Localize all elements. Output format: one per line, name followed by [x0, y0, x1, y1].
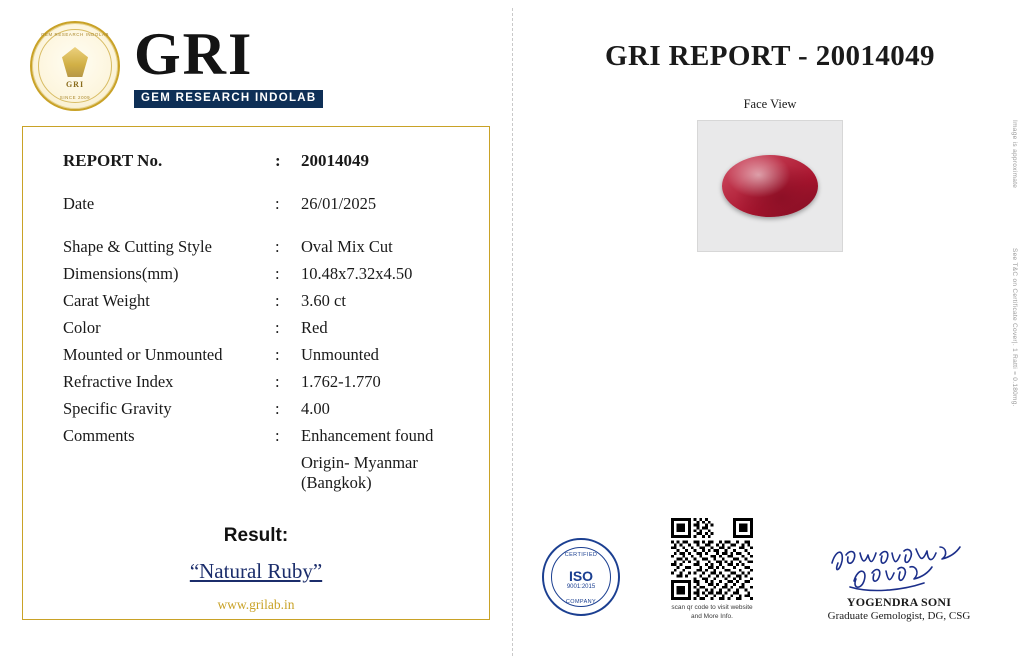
terms-note: See T&C on Certificate Cover|. 1 Ratti = 0.180mg. [1011, 248, 1018, 407]
field-label: Specific Gravity [63, 399, 172, 418]
report-fields-table [63, 151, 461, 495]
date-value: 26/01/2025 [301, 194, 377, 213]
colon-separator: : [275, 291, 280, 310]
iso-standard-number: 9001:2015 [566, 584, 596, 590]
colon-separator: : [275, 399, 280, 418]
field-label: Comments [63, 426, 135, 445]
comments-line-2: Origin- Myanmar (Bangkok) [301, 453, 418, 492]
qr-block[interactable] [671, 518, 753, 622]
table-row [63, 264, 461, 291]
iso-top-text: CERTIFIED [564, 552, 598, 558]
iso-bottom-text: COMPANY [565, 599, 597, 605]
field-label: Mounted or Unmounted [63, 345, 223, 364]
field-value: Oval Mix Cut [301, 237, 393, 256]
brand-header [22, 18, 490, 114]
field-label: Color [63, 318, 101, 337]
qr-code-icon[interactable] [671, 518, 753, 600]
table-row [63, 372, 461, 399]
page-title: GRI REPORT - 20014049 [605, 40, 935, 72]
result-section [23, 525, 489, 584]
certificate-footer [542, 518, 994, 622]
gem-photo [722, 155, 818, 217]
qr-caption [671, 604, 753, 622]
website-link[interactable]: www.grilab.in [217, 597, 295, 612]
signer-title: Graduate Gemologist, DG, CSG [827, 610, 971, 622]
colon-separator: : [275, 237, 280, 256]
gem-photo-frame [697, 120, 843, 252]
iso-certified-badge-icon [542, 538, 620, 616]
report-no-value: 20014049 [301, 151, 369, 170]
date-label: Date [63, 194, 95, 213]
colon-separator: : [275, 426, 280, 445]
brand-title: GRI [134, 21, 254, 88]
result-label: Result: [223, 525, 289, 546]
colon-separator: : [275, 318, 280, 337]
gri-seal-icon [30, 21, 120, 111]
qr-caption-line-2: and More Info. [691, 613, 733, 621]
colon-separator: : [275, 372, 280, 391]
image-disclaimer-note: Image is approximate [1011, 120, 1018, 189]
field-value: 10.48x7.32x4.50 [301, 264, 413, 283]
table-row [63, 318, 461, 345]
table-row [63, 194, 461, 237]
table-row [63, 453, 461, 495]
table-row [63, 345, 461, 372]
iso-main-text: ISO [568, 568, 594, 584]
table-row [63, 291, 461, 318]
report-details-panel [22, 126, 490, 620]
colon-separator: : [275, 264, 280, 283]
table-row [63, 426, 461, 453]
brand-subtitle: GEM RESEARCH INDOLAB [134, 90, 323, 108]
table-row [63, 399, 461, 426]
field-label: Carat Weight [63, 291, 150, 310]
field-label: Dimensions(mm) [63, 264, 179, 283]
field-value: Enhancement found [301, 426, 434, 445]
field-value: Red [301, 318, 328, 337]
field-value: Unmounted [301, 345, 379, 364]
seal-bottom-text: SINCE 2009 [59, 95, 91, 100]
colon-separator: : [275, 194, 280, 213]
colon-separator: : [275, 151, 281, 170]
table-row [63, 237, 461, 264]
seal-top-text: GEM RESEARCH INDOLAB [40, 32, 110, 37]
field-value: 4.00 [301, 399, 330, 418]
field-label: Refractive Index [63, 372, 174, 391]
signature-block [804, 543, 994, 622]
brand-text [134, 21, 323, 108]
field-label: Shape & Cutting Style [63, 237, 212, 256]
face-view-label: Face View [743, 97, 797, 111]
field-value: 1.762-1.770 [301, 372, 381, 391]
report-no-label: REPORT No. [63, 151, 163, 170]
seal-mark: GRI [65, 80, 85, 89]
signature-icon [804, 543, 994, 595]
field-value: 3.60 ct [301, 291, 346, 310]
right-panel [512, 0, 1024, 664]
qr-caption-line-1: scan qr code to visit website [671, 604, 753, 612]
result-value: “Natural Ruby” [189, 559, 323, 583]
table-row [63, 151, 461, 194]
colon-separator: : [275, 345, 280, 364]
signer-name: YOGENDRA SONI [846, 595, 952, 609]
